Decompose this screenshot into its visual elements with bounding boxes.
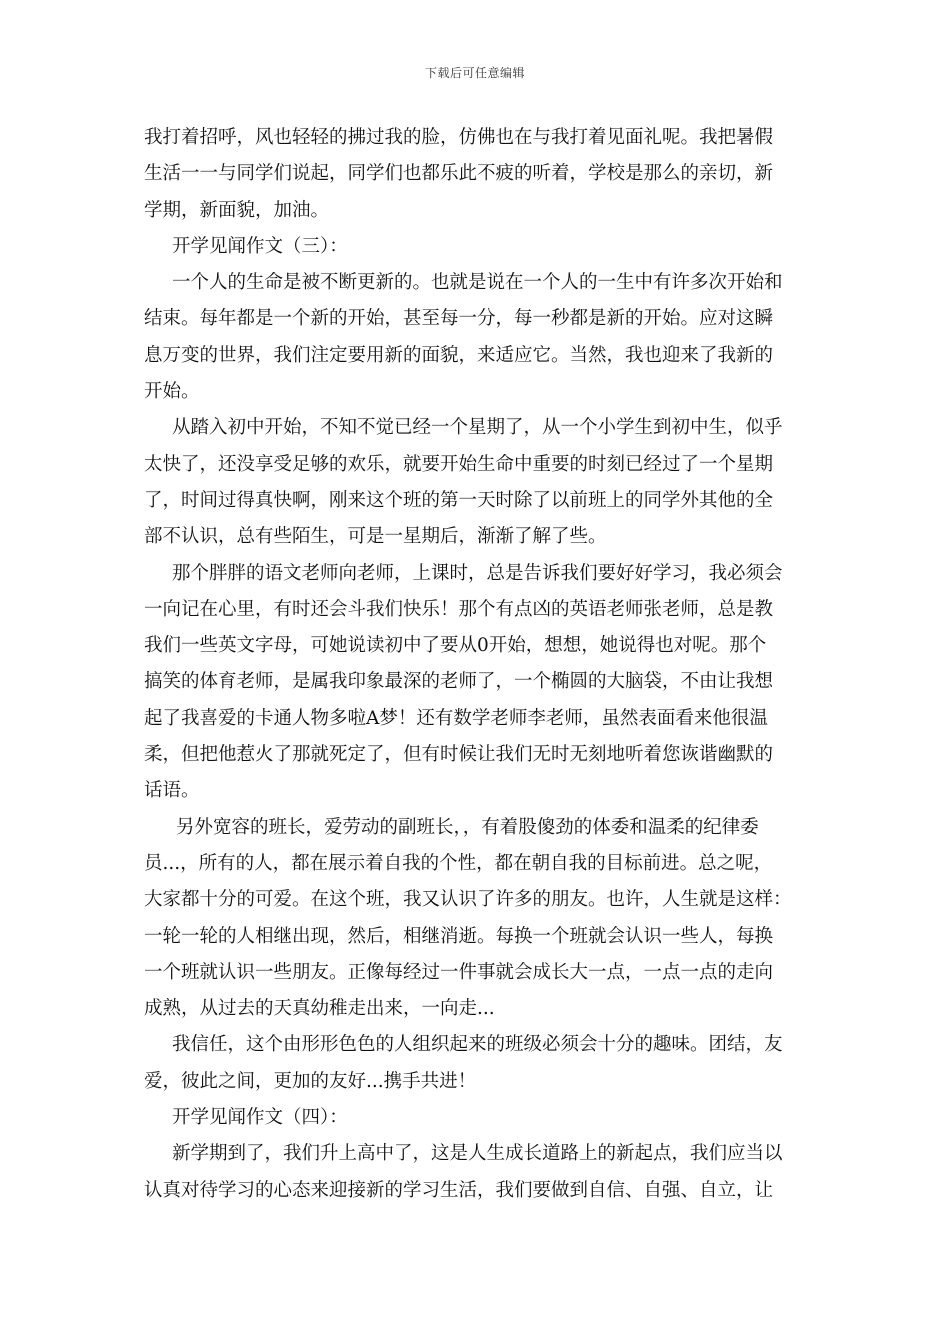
text-line: 新学期到了，我们升上高中了，这是人生成长道路上的新起点，我们应当以 <box>172 1143 783 1165</box>
text-line: 搞笑的体育老师，是属我印象最深的老师了，一个椭圆的大脑袋，不由让我想 <box>144 671 774 693</box>
text-line: 柔，但把他惹火了那就死定了，但有时候让我们无时无刻地听着您诙谐幽默的 <box>144 744 774 766</box>
text-line: 开始。 <box>144 381 200 403</box>
page-header: 下载后可任意编辑 <box>424 66 525 80</box>
text-line: 太快了，还没享受足够的欢乐，就要开始生命中重要的时刻已经过了一个星期 <box>144 453 774 475</box>
text-line: 起了我喜爱的卡通人物多啦A梦！还有数学老师李老师，虽然表面看来他很温 <box>144 707 768 729</box>
text-line: 话语。 <box>144 780 200 802</box>
text-line: 部不认识，总有些陌生，可是一星期后，渐渐了解了些。 <box>144 526 607 548</box>
text-line: 那个胖胖的语文老师向老师，上课时，总是告诉我们要好好学习，我必须会 <box>172 562 783 584</box>
text-line: 爱，彼此之间，更加的友好...携手共进！ <box>144 1070 477 1092</box>
text-line: 开学见闻作文（四）： <box>172 1107 348 1129</box>
body-text <box>144 120 809 1209</box>
text-line: 我信任，这个由形形色色的人组织起来的班级必须会十分的趣味。团结，友 <box>172 1034 783 1056</box>
text-line: 一个人的生命是被不断更新的。也就是说在一个人的一生中有许多次开始和 <box>172 272 783 294</box>
text-line: 从踏入初中开始，不知不觉已经一个星期了，从一个小学生到初中生，似乎 <box>172 417 783 439</box>
text-line: 我们一些英文字母，可她说读初中了要从0开始，想想，她说得也对呢。那个 <box>144 635 767 657</box>
text-line: 我打着招呼，风也轻轻的拂过我的脸，仿佛也在与我打着见面礼呢。我把暑假 <box>144 127 774 148</box>
text-line: 生活一一与同学们说起，同学们也都乐此不疲的听着，学校是那么的亲切，新 <box>144 163 774 185</box>
text-line: 一个班就认识一些朋友。正像每经过一件事就会成长大一点，一点一点的走向 <box>144 961 774 983</box>
text-line: 认真对待学习的心态来迎接新的学习生活，我们要做到自信、自强、自立，让 <box>144 1179 774 1201</box>
text-line: 结束。每年都是一个新的开始，甚至每一分，每一秒都是新的开始。应对这瞬 <box>144 308 774 330</box>
text-line: 成熟，从过去的天真幼稚走出来，一向走... <box>144 998 495 1020</box>
text-line: 一轮一轮的人相继出现，然后，相继消逝。每换一个班就会认识一些人，每换 <box>144 925 774 947</box>
text-line: 息万变的世界，我们注定要用新的面貌，来适应它。当然，我也迎来了我新的 <box>144 344 774 366</box>
text-line: 开学见闻作文（三）： <box>172 235 348 257</box>
text-line: 大家都十分的可爱。在这个班，我又认识了许多的朋友。也许，人生就是这样： <box>144 889 792 911</box>
text-line: 员...，所有的人，都在展示着自我的个性，都在朝自我的目标前进。总之呢， <box>144 852 773 874</box>
text-line: 一向记在心里，有时还会斗我们快乐！那个有点凶的英语老师张老师，总是教 <box>144 598 774 620</box>
text-line: 学期，新面貌，加油。 <box>144 199 330 221</box>
text-line: 了，时间过得真快啊，刚来这个班的第一天时除了以前班上的同学外其他的全 <box>144 489 774 511</box>
text-line: 另外宽容的班长，爱劳动的副班长，，有着股傻劲的体委和温柔的纪律委 <box>176 816 759 838</box>
